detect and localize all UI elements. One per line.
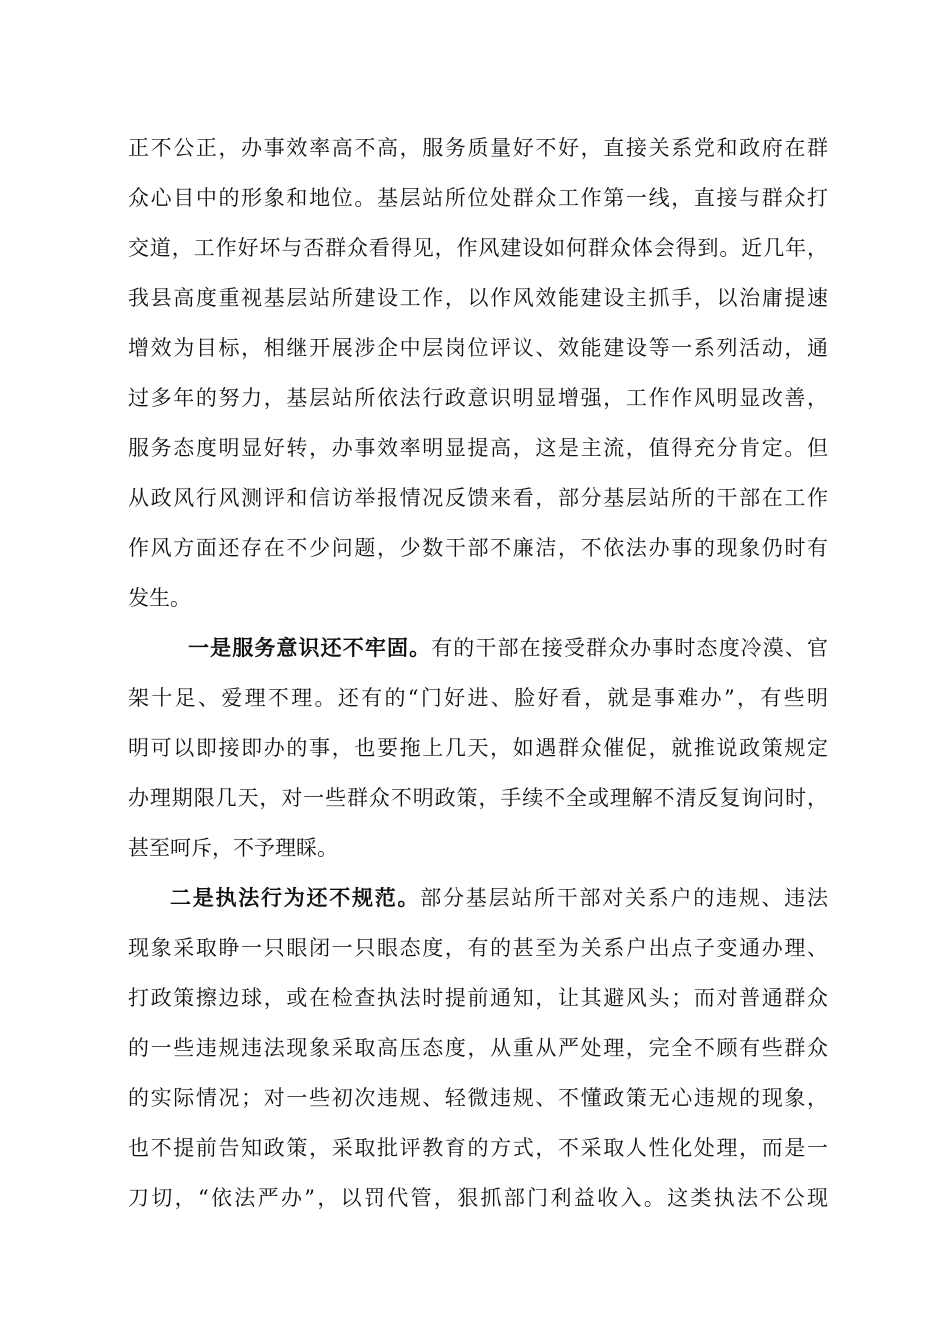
paragraph-3-heading: 二是执法行为还不规范。 <box>170 885 421 910</box>
paragraph-3-line-7: 刀切，“依法严办”，以罚代管，狠抓部门利益收入。这类执法不公现 <box>128 1186 828 1210</box>
paragraph-2-line-2: 架十足、爱理不理。还有的“门好进、脸好看，就是事难办”，有些明 <box>128 686 828 710</box>
paragraph-2-line-4: 办理期限几天，对一些群众不明政策，手续不全或理解不清反复询问时， <box>128 786 828 810</box>
paragraph-1-line-1: 正不公正，办事效率高不高，服务质量好不好，直接关系党和政府在群 <box>128 136 828 160</box>
paragraph-1-line-7: 服务态度明显好转，办事效率明显提高，这是主流，值得充分肯定。但 <box>128 436 828 460</box>
paragraph-2-line-3: 明可以即接即办的事，也要拖上几天，如遇群众催促，就推说政策规定 <box>128 736 828 760</box>
paragraph-2-line-1 <box>188 626 828 670</box>
paragraph-1-line-9: 作风方面还存在不少问题，少数干部不廉洁，不依法办事的现象仍时有 <box>128 536 828 560</box>
paragraph-1-line-6: 过多年的努力，基层站所依法行政意识明显增强，工作作风明显改善， <box>128 386 828 410</box>
paragraph-3-line-5: 的实际情况；对一些初次违规、轻微违规、不懂政策无心违规的现象， <box>128 1086 828 1110</box>
paragraph-3-first-line-text: 部分基层站所干部对关系户的违规、违法 <box>420 886 828 910</box>
paragraph-2-first-line-text: 有的干部在接受群众办事时态度冷漠、官 <box>431 636 828 660</box>
paragraph-1-line-8: 从政风行风测评和信访举报情况反馈来看，部分基层站所的干部在工作 <box>128 486 828 510</box>
paragraph-1-line-3: 交道，工作好坏与否群众看得见，作风建设如何群众体会得到。近几年， <box>128 236 828 260</box>
paragraph-3-line-4: 的一些违规违法现象采取高压态度，从重从严处理，完全不顾有些群众 <box>128 1036 828 1060</box>
paragraph-1-line-10: 发生。 <box>128 586 191 610</box>
paragraph-2-line-5: 甚至呵斥，不予理睬。 <box>128 836 338 860</box>
paragraph-1-line-4: 我县高度重视基层站所建设工作，以作风效能建设主抓手，以治庸提速 <box>128 286 828 310</box>
paragraph-3-line-1 <box>170 876 828 920</box>
paragraph-1-line-2: 众心目中的形象和地位。基层站所位处群众工作第一线，直接与群众打 <box>128 186 828 210</box>
paragraph-3-line-3: 打政策擦边球，或在检查执法时提前通知，让其避风头；而对普通群众 <box>128 986 828 1010</box>
paragraph-1-line-5: 增效为目标，相继开展涉企中层岗位评议、效能建设等一系列活动，通 <box>128 336 828 360</box>
paragraph-3-line-6: 也不提前告知政策，采取批评教育的方式，不采取人性化处理，而是一 <box>128 1136 828 1160</box>
paragraph-2-heading: 一是服务意识还不牢固。 <box>188 635 432 660</box>
paragraph-3-line-2: 现象采取睁一只眼闭一只眼态度，有的甚至为关系户出点子变通办理、 <box>128 936 828 960</box>
